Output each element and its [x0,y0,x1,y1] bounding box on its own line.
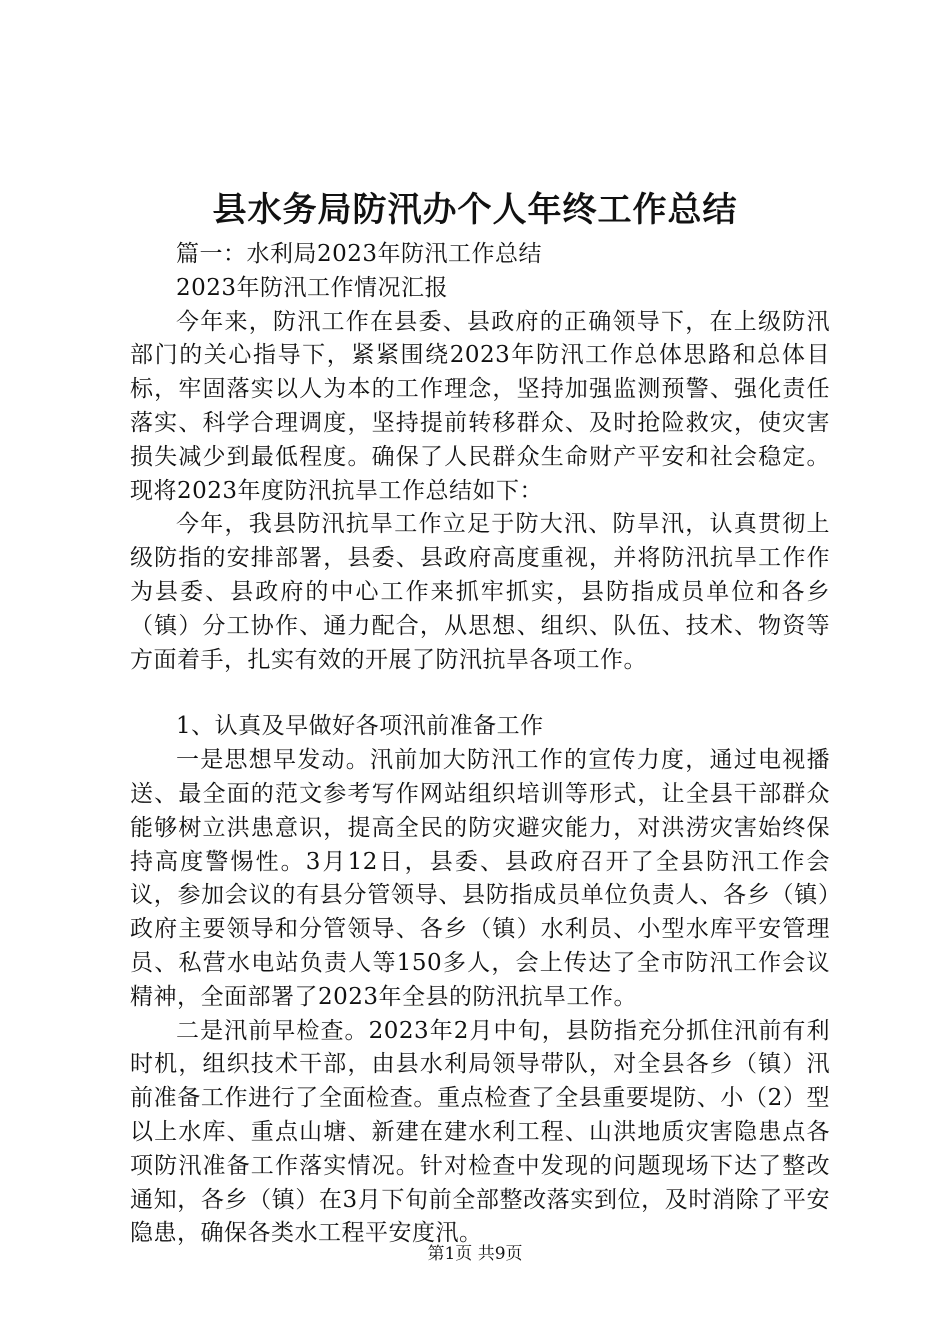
subsection-heading: 1、认真及早做好各项汛前准备工作 [176,713,544,740]
document-body [130,238,830,1251]
report-subtitle: 2023年防汛工作情况汇报 [176,274,449,301]
body-paragraph: 一是思想早发动。汛前加大防汛工作的宣传力度，通过电视播送、最全面的范文参考写作网站组织培训等形式，让全县干部群众能够树立洪患意识，提高全民的防灾避灾能力，对洪涝灾害始终保持高度警惕性。3月12日，县委、县政府召开了全县防汛工作会议，参加会议的有县分管领导、县防指成员单位负责人、各乡（镇）政府主要领导和分管领导、各乡（镇）水利员、小型水库平安管理员、私营水电站负责人等150多人，会上传达了全市防汛工作会议精神，全面部署了2023年全县的防汛抗旱工作。 [130,747,830,1010]
page-number: 第1页 共9页 [427,1244,523,1264]
intro-paragraph: 今年来，防汛工作在县委、县政府的正确领导下，在上级防汛部门的关心指导下，紧紧围绕2023年防汛工作总体思路和总体目标，牢固落实以人为本的工作理念，坚持加强监测预警、强化责任落实、科学合理调度，坚持提前转移群众、及时抢险救灾，使灾害损失减少到最低程度。确保了人民群众生命财产平安和社会稳定。现将2023年度防汛抗旱工作总结如下： [130,308,830,504]
document-title: 县水务局防汛办个人年终工作总结 [212,190,738,230]
overview-paragraph: 今年，我县防汛抗旱工作立足于防大汛、防旱汛，认真贯彻上级防指的安排部署，县委、县政府高度重视，并将防汛抗旱工作作为县委、县政府的中心工作来抓牢抓实，县防指成员单位和各乡（镇）分工协作、通力配合，从思想、组织、队伍、技术、物资等方面着手，扎实有效的开展了防汛抗旱各项工作。 [130,511,830,673]
section-heading: 篇一：水利局2023年防汛工作总结 [176,241,543,267]
body-paragraph: 二是汛前早检查。2023年2月中旬，县防指充分抓住汛前有利时机，组织技术干部，由县水利局领导带队，对全县各乡（镇）汛前准备工作进行了全面检查。重点检查了全县重要堤防、小（2）型以上水库、重点山塘、新建在建水利工程、山洪地质灾害隐患点各项防汛准备工作落实情况。针对检查中发现的问题现场下达了整改通知，各乡（镇）在3月下旬前全部整改落实到位，及时消除了平安隐患，确保各类水工程平安度汛。 [130,1017,830,1247]
